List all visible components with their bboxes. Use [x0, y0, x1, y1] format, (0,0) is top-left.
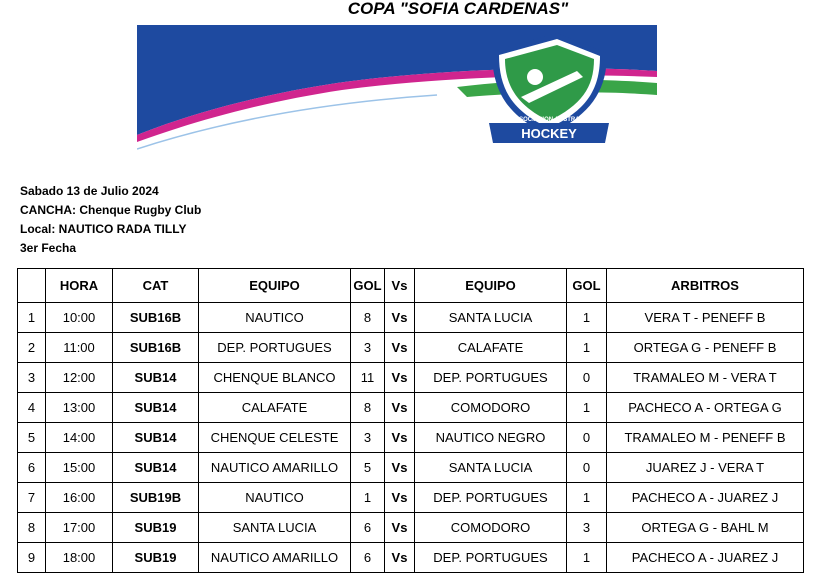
col-header-cat: CAT [113, 269, 199, 303]
away-goals: 1 [567, 543, 607, 573]
away-team: SANTA LUCIA [415, 453, 567, 483]
home-goals: 1 [351, 483, 385, 513]
category: SUB14 [113, 453, 199, 483]
away-team: NAUTICO NEGRO [415, 423, 567, 453]
away-team: COMODORO [415, 393, 567, 423]
table-row [18, 543, 804, 573]
row-number: 6 [18, 453, 46, 483]
kickoff-time: 16:00 [46, 483, 113, 513]
home-team: CHENQUE CELESTE [199, 423, 351, 453]
away-team: COMODORO [415, 513, 567, 543]
home-team: NAUTICO AMARILLO [199, 453, 351, 483]
col-header-equipo-visitante: EQUIPO [415, 269, 567, 303]
home-goals: 8 [351, 393, 385, 423]
kickoff-time: 13:00 [46, 393, 113, 423]
away-goals: 1 [567, 393, 607, 423]
kickoff-time: 12:00 [46, 363, 113, 393]
table-row [18, 333, 804, 363]
col-header-gol: GOL [351, 269, 385, 303]
vs-label: Vs [385, 543, 415, 573]
away-team: DEP. PORTUGUES [415, 483, 567, 513]
referees: ORTEGA G - BAHL M [607, 513, 804, 543]
vs-label: Vs [385, 333, 415, 363]
referees: ORTEGA G - PENEFF B [607, 333, 804, 363]
away-goals: 0 [567, 453, 607, 483]
away-team: DEP. PORTUGUES [415, 543, 567, 573]
category: SUB16B [113, 303, 199, 333]
home-team: CHENQUE BLANCO [199, 363, 351, 393]
row-number: 3 [18, 363, 46, 393]
col-header-hora: HORA [46, 269, 113, 303]
category: SUB14 [113, 393, 199, 423]
fixture-table [17, 268, 804, 573]
away-team: DEP. PORTUGUES [415, 363, 567, 393]
kickoff-time: 14:00 [46, 423, 113, 453]
table-row [18, 393, 804, 423]
logo-line2: HOCKEY [521, 126, 577, 141]
referees: TRAMALEO M - PENEFF B [607, 423, 804, 453]
logo-line1: ASOCIACION AUSTRAL [514, 117, 584, 123]
home-goals: 3 [351, 423, 385, 453]
row-number: 2 [18, 333, 46, 363]
table-row [18, 423, 804, 453]
home-team: CALAFATE [199, 393, 351, 423]
col-header-number [18, 269, 46, 303]
table-row [18, 513, 804, 543]
home-team: NAUTICO [199, 303, 351, 333]
table-row [18, 303, 804, 333]
vs-label: Vs [385, 453, 415, 483]
kickoff-time: 10:00 [46, 303, 113, 333]
away-team: SANTA LUCIA [415, 303, 567, 333]
row-number: 7 [18, 483, 46, 513]
vs-label: Vs [385, 303, 415, 333]
hockey-banner [137, 25, 657, 152]
table-header-row [18, 269, 804, 303]
category: SUB19 [113, 513, 199, 543]
hockey-logo [489, 33, 609, 143]
home-goals: 8 [351, 303, 385, 333]
row-number: 8 [18, 513, 46, 543]
kickoff-time: 18:00 [46, 543, 113, 573]
col-header-vs: Vs [385, 269, 415, 303]
category: SUB14 [113, 363, 199, 393]
category: SUB14 [113, 423, 199, 453]
row-number: 4 [18, 393, 46, 423]
category: SUB16B [113, 333, 199, 363]
away-goals: 0 [567, 423, 607, 453]
referees: PACHECO A - JUAREZ J [607, 543, 804, 573]
match-date: Sabado 13 de Julio 2024 [20, 184, 159, 198]
home-team: DEP. PORTUGUES [199, 333, 351, 363]
home-goals: 5 [351, 453, 385, 483]
home-team: NAUTICO [199, 483, 351, 513]
home-goals: 6 [351, 543, 385, 573]
home-goals: 6 [351, 513, 385, 543]
match-info [20, 182, 201, 258]
vs-label: Vs [385, 513, 415, 543]
kickoff-time: 11:00 [46, 333, 113, 363]
row-number: 1 [18, 303, 46, 333]
col-header-gol-visitante: GOL [567, 269, 607, 303]
row-number: 5 [18, 423, 46, 453]
referees: VERA T - PENEFF B [607, 303, 804, 333]
kickoff-time: 17:00 [46, 513, 113, 543]
category: SUB19 [113, 543, 199, 573]
away-team: CALAFATE [415, 333, 567, 363]
vs-label: Vs [385, 363, 415, 393]
kickoff-time: 15:00 [46, 453, 113, 483]
col-header-arbitros: ARBITROS [607, 269, 804, 303]
page-title: COPA "SOFIA CARDENAS" [347, 0, 569, 18]
table-row [18, 483, 804, 513]
vs-label: Vs [385, 483, 415, 513]
vs-label: Vs [385, 423, 415, 453]
match-round: 3er Fecha [20, 241, 77, 255]
away-goals: 1 [567, 303, 607, 333]
away-goals: 1 [567, 483, 607, 513]
table-row [18, 453, 804, 483]
home-team: NAUTICO AMARILLO [199, 543, 351, 573]
row-number: 9 [18, 543, 46, 573]
category: SUB19B [113, 483, 199, 513]
referees: PACHECO A - JUAREZ J [607, 483, 804, 513]
table-row [18, 363, 804, 393]
vs-label: Vs [385, 393, 415, 423]
home-goals: 3 [351, 333, 385, 363]
match-local: Local: NAUTICO RADA TILLY [20, 222, 187, 236]
home-team: SANTA LUCIA [199, 513, 351, 543]
match-venue: CANCHA: Chenque Rugby Club [20, 203, 202, 217]
away-goals: 1 [567, 333, 607, 363]
referees: TRAMALEO M - VERA T [607, 363, 804, 393]
col-header-equipo: EQUIPO [199, 269, 351, 303]
referees: PACHECO A - ORTEGA G [607, 393, 804, 423]
away-goals: 3 [567, 513, 607, 543]
away-goals: 0 [567, 363, 607, 393]
referees: JUAREZ J - VERA T [607, 453, 804, 483]
home-goals: 11 [351, 363, 385, 393]
